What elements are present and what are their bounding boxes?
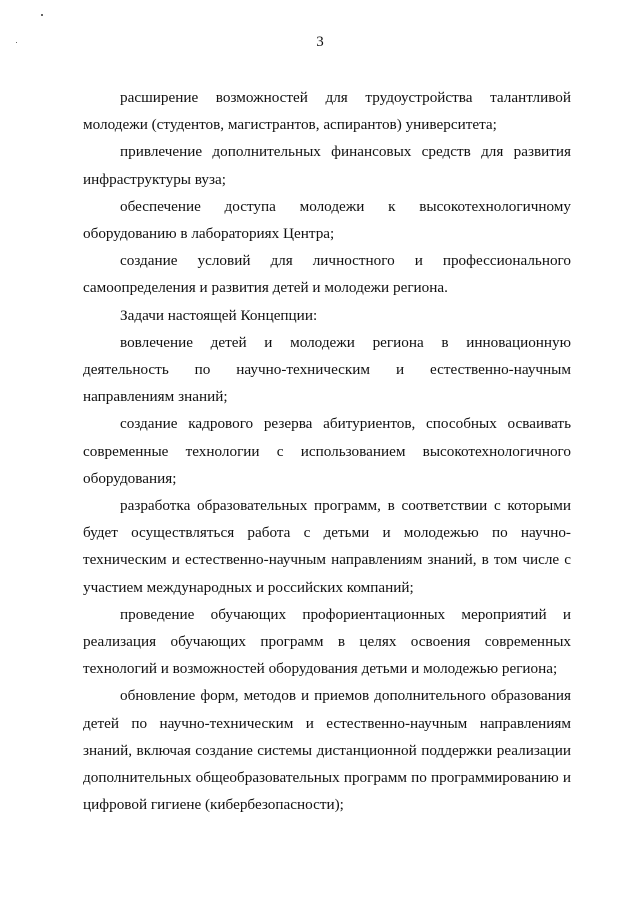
- scan-artifact: [41, 14, 43, 16]
- page-number: 3: [316, 34, 324, 50]
- paragraph-task-career-guidance: проведение обучающих профориентационных мероприятий и реализация обучающих программ в целях освоения современных технологий и возможностей оборудования детьми и молодежью региона;: [83, 605, 571, 678]
- paragraph-goal-equipment-access: обеспечение доступа молодежи к высокотехнологичному оборудованию в лабораториях Центра;: [83, 197, 571, 243]
- paragraph-goal-self-determination: создание условий для личностного и профессионального самоопределения и развития детей и молодежи региона.: [83, 252, 571, 297]
- paragraph-goal-funding: привлечение дополнительных финансовых средств для развития инфраструктуры вуза;: [83, 143, 571, 188]
- paragraph-tasks-heading: Задачи настоящей Концепции:: [120, 306, 318, 324]
- paragraph-task-involvement: вовлечение детей и молодежи региона в инновационную деятельность по научно-техническим и естественно-научным направлениям знаний;: [83, 333, 571, 406]
- document-body: [83, 84, 571, 818]
- paragraph-goal-employment: расширение возможностей для трудоустройства талантливой молодежи (студентов, магистрантов, аспирантов) университета;: [83, 89, 571, 134]
- paragraph-task-programs: разработка образовательных программ, в соответствии с которыми будет осуществляться работа с детьми и молодежью по научно-техническим и естественно-научным направлениям знаний, в том числе с участием международных и российских компаний;: [83, 497, 571, 596]
- paragraph-task-talent-pool: создание кадрового резерва абитуриентов, способных осваивать современные технологии с использованием высокотехнологичного оборудования;: [83, 415, 571, 487]
- paragraph-task-education-update: обновление форм, методов и приемов дополнительного образования детей по научно-техническим и естественно-научным направлениям знаний, включая создание системы дистанционной поддержки реализации дополнительных общеобразовательных программ по программированию и цифровой гигиене (кибербезопасности);: [83, 687, 571, 814]
